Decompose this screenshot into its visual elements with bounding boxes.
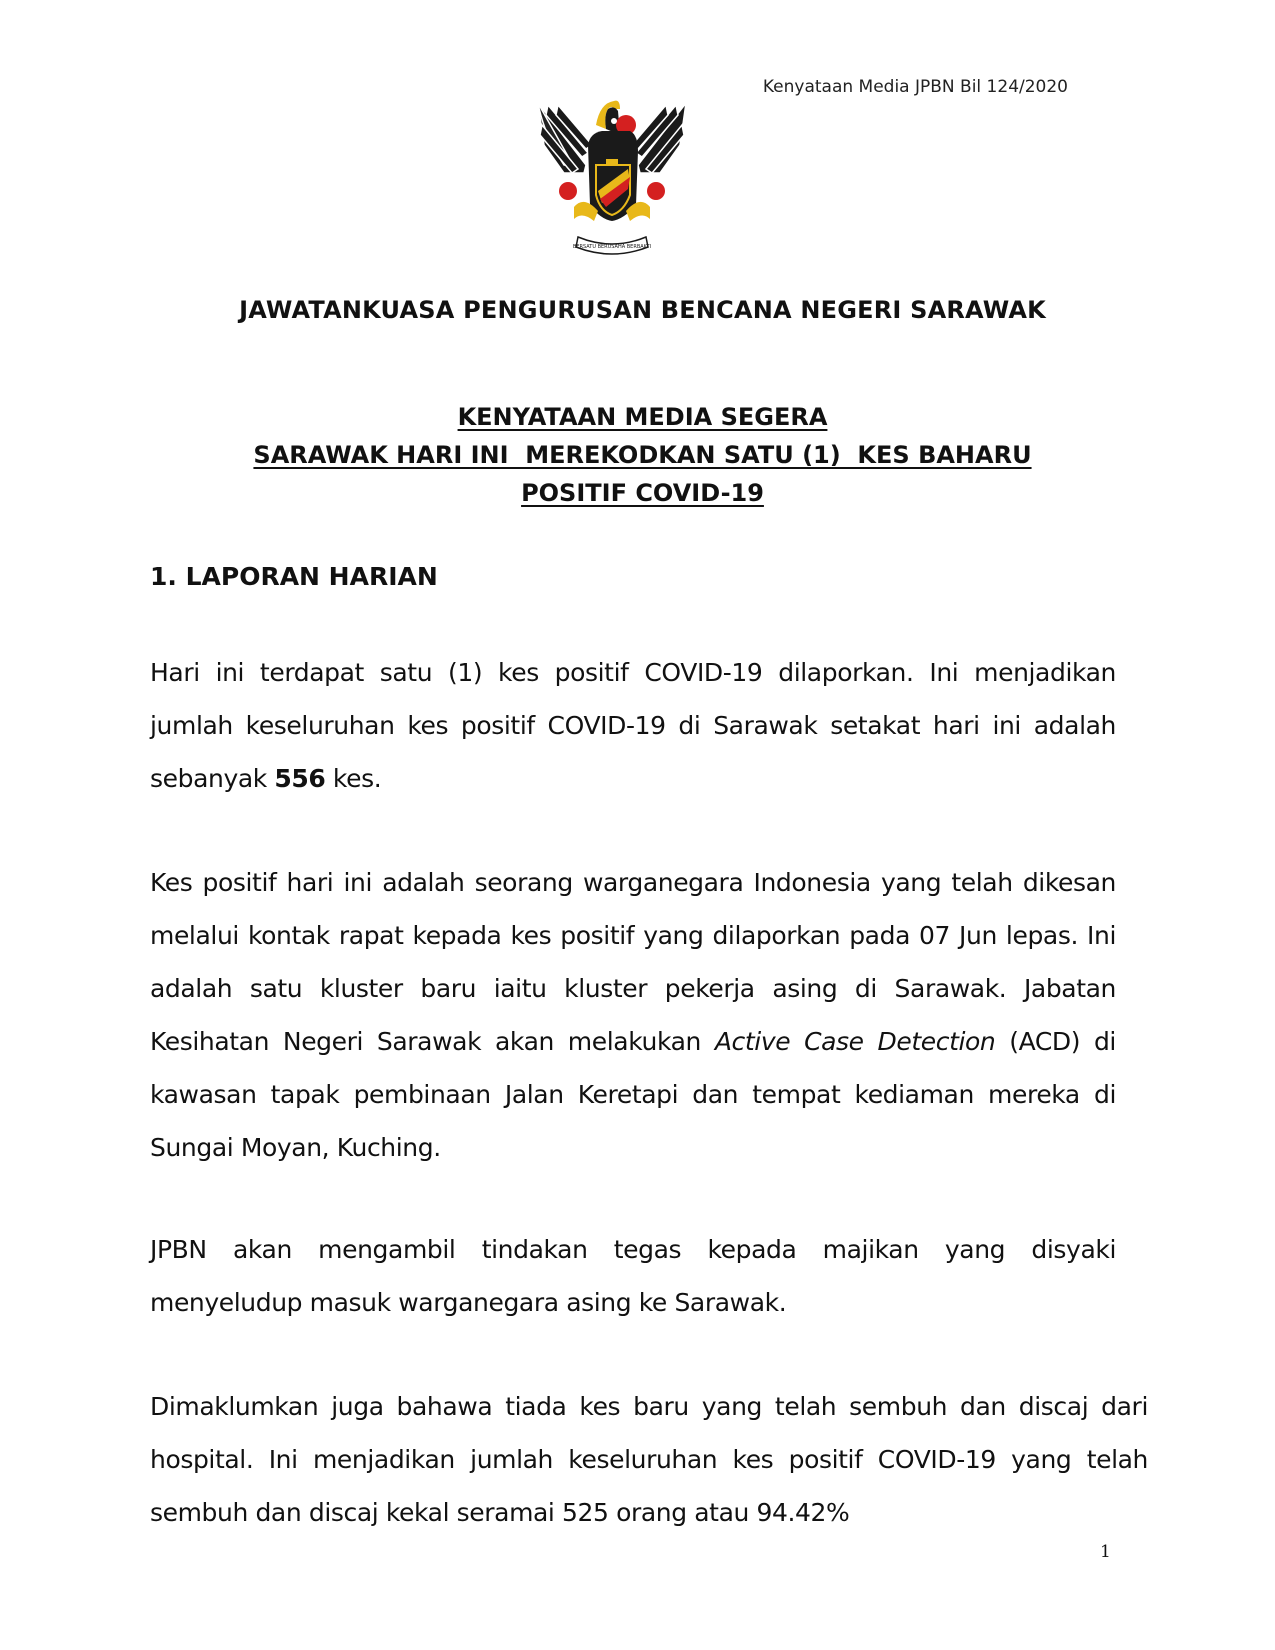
organization-title: JAWATANKUASA PENGURUSAN BENCANA NEGERI SARAWAK <box>239 296 1046 324</box>
section-title: 1. LAPORAN HARIAN <box>150 562 438 591</box>
paragraph-recoveries: Dimaklumkan juga bahawa tiada kes baru yang telah sembuh dan discaj dari hospital. Ini menjadikan jumlah keseluruhan kes positif COVID-19 yang telah sembuh dan discaj kekal seramai 525 orang atau 94.42% <box>150 1392 1148 1527</box>
crest-motto: BERSATU BERUSAHA BERBAKTI <box>572 244 652 250</box>
press-headline <box>0 398 1275 512</box>
paragraph-text: Kes positif hari ini adalah seorang warganegara Indonesia yang telah dikesan melalui kontak rapat kepada kes positif yang dilaporkan pada 07 Jun lepas. Ini adalah satu kluster baru iaitu kluster pekerja asing di Sarawak. Jabatan Kesihatan Negeri Sarawak akan melakukan <box>150 868 1116 1056</box>
page-number: 1 <box>1100 1542 1111 1562</box>
paragraph-daily-report <box>150 646 1116 805</box>
paragraph-text: Hari ini terdapat satu (1) kes positif COVID-19 dilaporkan. Ini menjadikan jumlah keseluruhan kes positif COVID-19 di Sarawak setakat hari ini adalah sebanyak <box>150 658 1116 793</box>
italic-term: Active Case Detection <box>714 1027 996 1056</box>
paragraph-enforcement: JPBN akan mengambil tindakan tegas kepada majikan yang disyaki menyeludup masuk warganegara asing ke Sarawak. <box>150 1235 1116 1317</box>
document-reference: Kenyataan Media JPBN Bil 124/2020 <box>762 77 1068 97</box>
total-cases-value: 556 <box>274 764 326 793</box>
headline-line-2: SARAWAK HARI INI MEREKODKAN SATU (1) KES BAHARU <box>253 441 1032 469</box>
left-wing <box>538 103 592 173</box>
right-wing <box>632 103 686 173</box>
paragraph-case-details <box>150 856 1116 1174</box>
sarawak-coat-of-arms-icon <box>534 95 690 265</box>
hornbill-head <box>596 101 636 135</box>
paragraph-text: kes. <box>325 764 382 793</box>
paragraph-text: (ACD) di kawasan tapak pembinaan Jalan Keretapi dan tempat kediaman mereka di Sungai Moyan, Kuching. <box>150 1027 1116 1162</box>
headline-line-1: KENYATAAN MEDIA SEGERA <box>457 403 828 431</box>
headline-line-3: POSITIF COVID-19 <box>521 479 764 507</box>
shield <box>596 159 630 215</box>
